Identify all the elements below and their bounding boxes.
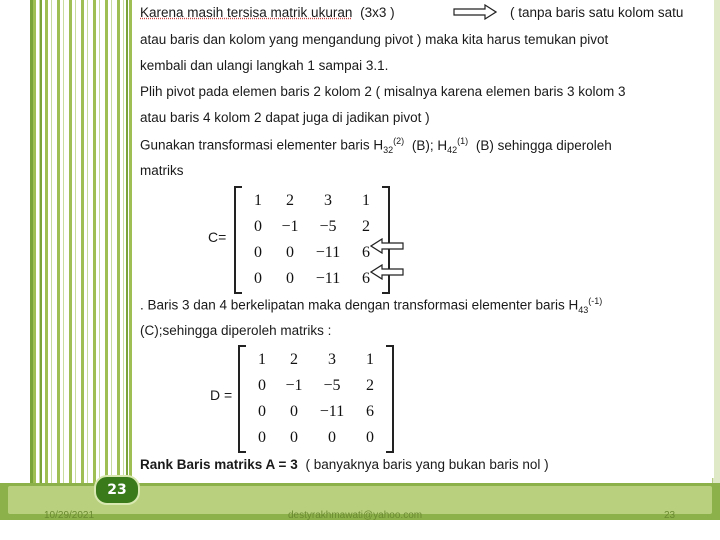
matrix-cell: 1 [366, 351, 374, 368]
subscript: 43 [578, 305, 589, 316]
text-segment: . Baris 3 dan 4 berkelipatan maka dengan transformasi elementer baris H [140, 297, 579, 313]
matrix-cell: 2 [366, 377, 374, 394]
matrix-cell: 1 [258, 351, 266, 368]
footer-email: destyrakhmawati@yahoo.com [288, 510, 423, 521]
matrix-cell: 0 [286, 270, 294, 287]
text-line-7: matriks [140, 163, 184, 178]
text-segment: (B) sehingga diperoleh [475, 137, 612, 153]
left-arrow-icon [370, 238, 404, 254]
left-arrow-icon [370, 264, 404, 280]
matrix-cell: 3 [324, 192, 332, 209]
matrix-d-label: D = [210, 387, 233, 403]
footer-page-number: 23 [664, 510, 676, 521]
text-line-8 [140, 296, 602, 315]
matrix-cell: 0 [254, 270, 262, 287]
matrix-row [246, 373, 386, 399]
matrix-cell: −5 [323, 377, 341, 394]
matrix-cell: 6 [366, 403, 374, 420]
footer-bottom [0, 520, 720, 540]
text-segment: Karena masih tersisa matrik ukuran [140, 5, 353, 20]
matrix-cell: 0 [258, 377, 266, 394]
matrix-cell: −5 [319, 218, 337, 235]
left-margin [0, 0, 30, 490]
text-line-3: kembali dan ulangi langkah 1 sampai 3.1. [140, 58, 389, 73]
matrix-cell: 1 [254, 192, 262, 209]
matrix-cell: −11 [319, 403, 345, 420]
subscript: 42 [447, 145, 458, 156]
rank-note: ( banyaknya baris yang bukan baris nol ) [305, 457, 549, 472]
matrix-cell: 0 [258, 403, 266, 420]
matrix-cell: −11 [315, 244, 341, 261]
superscript: (2) [393, 136, 405, 146]
matrix-row [242, 214, 382, 240]
subscript: 32 [383, 145, 394, 156]
matrix-cell: 3 [328, 351, 336, 368]
slide-number-badge: 23 [94, 475, 140, 505]
matrix-row [246, 399, 386, 425]
matrix-row [246, 425, 386, 451]
matrix-cell: 0 [366, 429, 374, 446]
text-line-6 [140, 136, 612, 155]
text-line-1-continued: ( tanpa baris satu kolom satu [510, 5, 684, 20]
matrix-cell: 0 [254, 244, 262, 261]
matrix-row [242, 188, 382, 214]
text-line-1 [140, 5, 395, 20]
matrix-cell: 0 [254, 218, 262, 235]
rank-text: Rank Baris matriks A = 3 [140, 457, 298, 472]
text-line-2: atau baris dan kolom yang mengandung pivot ) maka kita harus temukan pivot [140, 32, 609, 47]
matrix-cell: 1 [362, 192, 370, 209]
matrix-cell: −1 [281, 218, 299, 235]
matrix-cell: 0 [328, 429, 336, 446]
matrix-cell: 6 [362, 244, 370, 261]
matrix-row [242, 266, 382, 292]
matrix-d [238, 345, 394, 453]
matrix-row [242, 240, 382, 266]
superscript: (-1) [588, 296, 603, 306]
footer-date: 10/29/2021 [44, 510, 95, 521]
right-arrow-icon [453, 4, 497, 20]
matrix-cell: −11 [315, 270, 341, 287]
rank-statement [140, 457, 549, 472]
matrix-row [246, 347, 386, 373]
matrix-cell: −1 [285, 377, 303, 394]
band-stripe [40, 0, 42, 490]
matrix-cell: 0 [258, 429, 266, 446]
matrix-cell: 0 [286, 244, 294, 261]
text-segment: Gunakan transformasi elementer baris H [140, 137, 384, 153]
matrix-cell: 0 [290, 403, 298, 420]
matrix-cell: 2 [362, 218, 370, 235]
matrix-cell: 2 [286, 192, 294, 209]
text-segment: (B); H [411, 137, 448, 153]
matrix-cell: 0 [290, 429, 298, 446]
band-stripe [126, 0, 128, 490]
text-line-5: atau baris 4 kolom 2 dapat juga di jadikan pivot ) [140, 110, 430, 125]
text-segment: (3x3 ) [360, 5, 395, 20]
matrix-cell: 2 [290, 351, 298, 368]
superscript: (1) [457, 136, 469, 146]
text-line-9: (C);sehingga diperoleh matriks : [140, 323, 332, 338]
band-stripe [30, 0, 33, 490]
matrix-cell: 6 [362, 270, 370, 287]
text-line-4: Plih pivot pada elemen baris 2 kolom 2 ( misalnya karena elemen baris 3 kolom 3 [140, 84, 626, 99]
slide-content [138, 0, 714, 478]
matrix-c-label: C= [208, 229, 227, 245]
matrix-c [234, 186, 390, 294]
